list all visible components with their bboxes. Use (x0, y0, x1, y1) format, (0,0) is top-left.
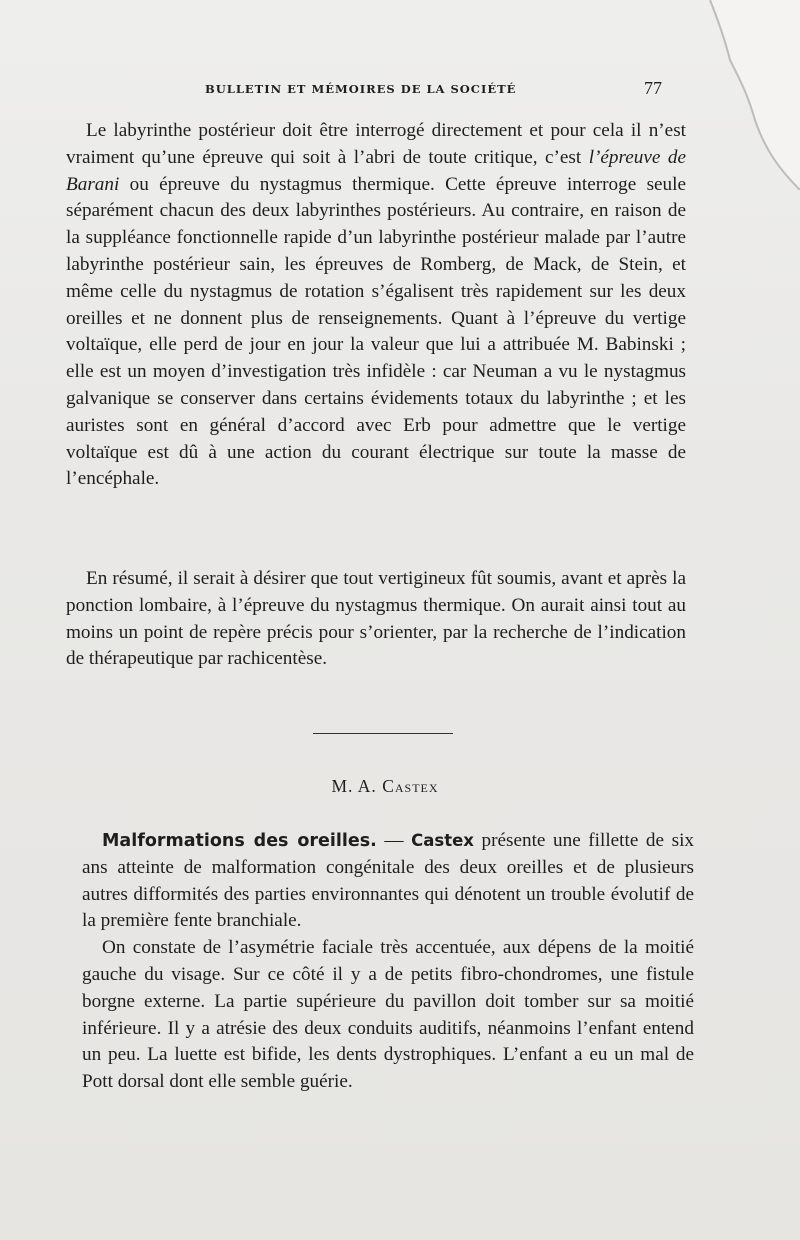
paragraph-block-resume (66, 566, 686, 673)
paragraph-text: ou épreuve du nystagmus thermique. Cette épreuve interroge seule séparément chacun des deux labyrinthes postérieurs. Au contraire, en raison de la suppléance fonctionnelle rapide d’un labyrinthe postérieur malade par l’autre labyrinthe postérieur sain, les épreuves de Romberg, de Mack, de Stein, et même celle du nystagmus de rotation s’égalisent très rapidement sur les deux oreilles et ne donnent plus de renseignements. Quant à l’épreuve du vertige voltaïque, elle perd de jour en jour la valeur que lui a attribuée M. Babinski ; elle est un moyen d’investigation très infidèle : car Neuman a vu le nystagmus galvanique se conserver dans certains évidements totaux du labyrinthe ; et les auristes sont en général d’accord avec Erb pour admettre que le vertige voltaïque est dû à une action du courant électrique sur toute la masse de l’encéphale. (66, 173, 686, 490)
paragraph-text: présente une fillette de six ans atteinte de malformation congénitale des deux oreilles et de plusieurs autres difformités des parties environnantes qui dénotent un trouble évolutif de la première fente branchiale. (82, 830, 694, 932)
paragraph-resume: En résumé, il serait à désirer que tout vertigineux fût soumis, avant et après la ponction lombaire, à l’épreuve du nystagmus thermique. On aurait ainsi tout au moins un point de repère précis pour s’orienter, par la recherche de l’indication de thérapeutique par rachicentèse. (66, 568, 686, 670)
page-number: 77 (644, 78, 662, 98)
italic-term: l’épreuve de Barani (66, 146, 686, 195)
title-dash: — (376, 830, 412, 851)
section-divider (313, 733, 453, 734)
running-header: BULLETIN ET MÉMOIRES DE LA SOCIÉTÉ (205, 82, 517, 96)
paragraph-malformations (82, 828, 694, 935)
author-initials: M. A. (331, 776, 383, 796)
paragraph-block-malformations (82, 828, 694, 1096)
paragraph-text: Le labyrinthe postérieur doit être interrogé directement et pour cela il n’est vraiment qu’une épreuve qui soit à l’abri de toute critique, c’est (66, 120, 686, 168)
paragraph-block-labyrinthe (66, 118, 686, 493)
section-title: Malformations des oreilles. (102, 831, 377, 851)
torn-corner (670, 0, 800, 190)
presenter-name: Castex (411, 831, 474, 850)
paragraph-asymetrie: On constate de l’asymétrie faciale très accentuée, aux dépens de la moitié gauche du visage. Sur ce côté il y a de petits fibro-chondromes, une fistule borgne externe. La partie supérieure du pavillon doit tomber sur sa moitié inférieure. Il y a atrésie des deux conduits auditifs, néanmoins l’enfant entend un peu. La luette est bifide, les dents dystrophiques. L’enfant a eu un mal de Pott dorsal dont elle semble guérie. (82, 937, 694, 1093)
paragraph-barani (66, 118, 686, 493)
author-name: Castex (382, 776, 439, 796)
author-heading (0, 776, 770, 797)
